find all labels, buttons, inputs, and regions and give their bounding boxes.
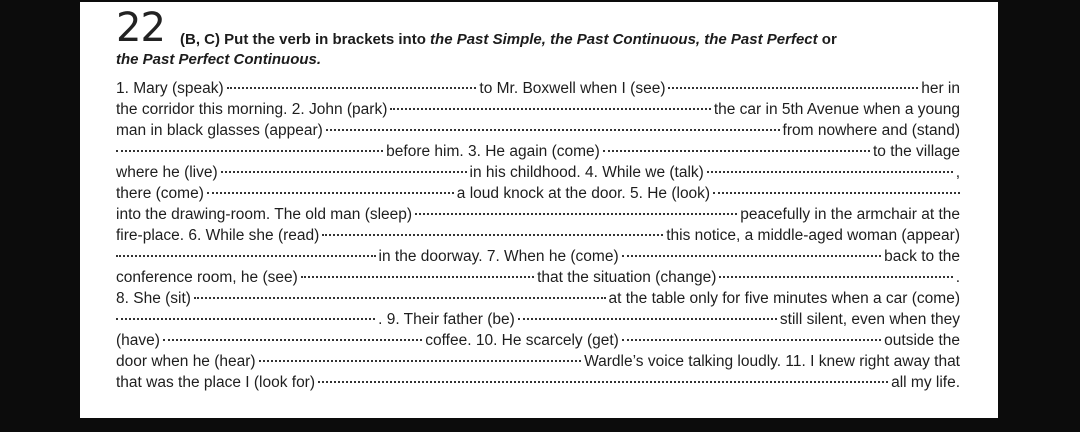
answer-blank[interactable] xyxy=(221,171,467,173)
answer-blank[interactable] xyxy=(603,150,870,152)
title-prefix: (B, C) Put the verb in brackets into xyxy=(180,31,431,48)
text-line xyxy=(116,99,960,120)
text-segment: the car in 5th Avenue when a young xyxy=(713,101,960,118)
text-line xyxy=(116,141,960,162)
text-segment: . xyxy=(955,269,960,286)
text-segment: 1. Mary (speak) xyxy=(116,80,224,97)
text-segment: where he (live) xyxy=(116,164,218,181)
answer-blank[interactable] xyxy=(318,381,888,383)
text-segment: in his childhood. 4. While we (talk) xyxy=(469,164,704,181)
text-segment: . 9. Their father (be) xyxy=(378,311,515,328)
text-segment: from nowhere and (stand) xyxy=(782,122,960,139)
text-segment: all my life. xyxy=(891,374,960,391)
text-line xyxy=(116,309,960,330)
answer-blank[interactable] xyxy=(668,87,918,89)
answer-blank[interactable] xyxy=(326,129,780,131)
text-line xyxy=(116,120,960,141)
text-segment: before him. 3. He again (come) xyxy=(386,143,600,160)
title-suffix: or xyxy=(817,31,837,48)
text-segment: that the situation (change) xyxy=(537,269,717,286)
answer-blank[interactable] xyxy=(713,192,960,194)
text-line xyxy=(116,351,960,372)
answer-blank[interactable] xyxy=(518,318,777,320)
text-line xyxy=(116,162,960,183)
text-segment: fire-place. 6. While she (read) xyxy=(116,227,320,244)
text-segment: still silent, even when they xyxy=(779,311,960,328)
text-segment: man in black glasses (appear) xyxy=(116,122,323,139)
text-segment: to Mr. Boxwell when I (see) xyxy=(479,80,666,97)
text-segment: coffee. 10. He scarcely (get) xyxy=(425,332,619,349)
text-segment: conference room, he (see) xyxy=(116,269,298,286)
text-segment: door when he (hear) xyxy=(116,353,256,370)
text-segment: to the village xyxy=(872,143,960,160)
answer-blank[interactable] xyxy=(707,171,953,173)
exercise-text xyxy=(116,78,960,393)
answer-blank[interactable] xyxy=(301,276,534,278)
text-segment: this notice, a middle-aged woman (appear) xyxy=(666,227,960,244)
text-line xyxy=(116,372,960,393)
text-segment: her in xyxy=(921,80,960,97)
answer-blank[interactable] xyxy=(622,255,882,257)
text-segment: a loud knock at the door. 5. He (look) xyxy=(456,185,711,202)
exercise-number: 22 xyxy=(116,5,165,51)
text-line xyxy=(116,330,960,351)
answer-blank[interactable] xyxy=(194,297,606,299)
text-segment: Wardle’s voice talking loudly. 11. I knew right away that xyxy=(584,353,960,370)
text-line xyxy=(116,246,960,267)
text-segment: peacefully in the armchair at the xyxy=(740,206,960,223)
text-segment: in the doorway. 7. When he (come) xyxy=(378,248,619,265)
answer-blank[interactable] xyxy=(415,213,737,215)
text-segment: back to the xyxy=(884,248,960,265)
answer-blank[interactable] xyxy=(163,339,422,341)
answer-blank[interactable] xyxy=(322,234,663,236)
text-line xyxy=(116,267,960,288)
text-segment: at the table only for five minutes when a car (come) xyxy=(608,290,960,307)
answer-blank[interactable] xyxy=(719,276,952,278)
exercise-title xyxy=(180,30,980,50)
text-line xyxy=(116,288,960,309)
text-segment: 8. She (sit) xyxy=(116,290,191,307)
text-segment: that was the place I (look for) xyxy=(116,374,316,391)
answer-blank[interactable] xyxy=(622,339,881,341)
text-line xyxy=(116,183,960,204)
answer-blank[interactable] xyxy=(207,192,454,194)
text-segment: into the drawing-room. The old man (sleep) xyxy=(116,206,413,223)
answer-blank[interactable] xyxy=(116,255,376,257)
answer-blank[interactable] xyxy=(116,318,375,320)
answer-blank[interactable] xyxy=(259,360,581,362)
text-segment: the corridor this morning. 2. John (park) xyxy=(116,101,388,118)
text-segment: , xyxy=(955,164,961,181)
exercise-page xyxy=(80,2,998,418)
exercise-title-line2: the Past Perfect Continuous. xyxy=(116,51,322,68)
answer-blank[interactable] xyxy=(390,108,710,110)
text-line xyxy=(116,225,960,246)
text-segment: outside the xyxy=(884,332,960,349)
text-segment: (have) xyxy=(116,332,160,349)
answer-blank[interactable] xyxy=(227,87,477,89)
answer-blank[interactable] xyxy=(116,150,383,152)
text-segment: there (come) xyxy=(116,185,204,202)
text-line xyxy=(116,78,960,99)
title-italic: the Past Simple, the Past Continuous, the Past Perfect xyxy=(430,31,818,48)
text-line xyxy=(116,204,960,225)
